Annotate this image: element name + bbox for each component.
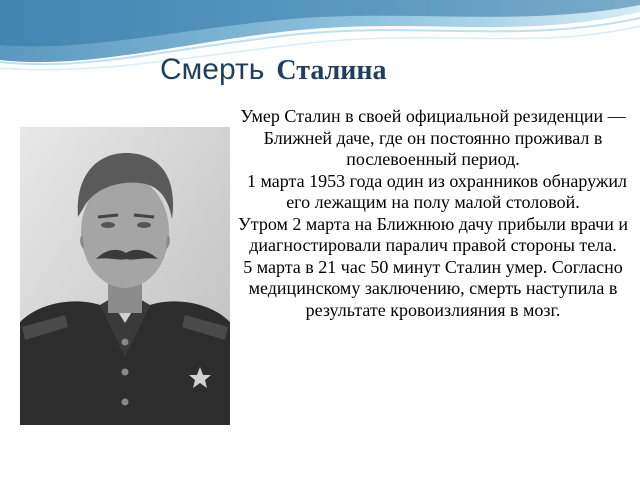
paragraph-march-2: Утром 2 марта на Ближнюю дачу прибыли врачи и диагностировали паралич правой стороны тела. [238, 213, 628, 255]
slide-title [160, 50, 387, 87]
paragraph-march-1: 1 марта 1953 года один из охранников обнаружил его лежащим на полу малой столовой. [247, 170, 627, 212]
paragraph-residence: Умер Сталин в своей официальной резиденции — Ближней даче, где он постоянно проживал в послевоенный период. [240, 106, 626, 169]
paragraph-march-5: 5 марта в 21 час 50 минут Сталин умер. Согласно медицинскому заключению, смерть наступила в результате кровоизлияния в мозг. [243, 256, 623, 320]
title-word-1: Смерть [160, 53, 265, 86]
slide-body-text [232, 106, 634, 321]
portrait-photo [20, 127, 230, 425]
title-word-2: Сталина [276, 55, 387, 86]
